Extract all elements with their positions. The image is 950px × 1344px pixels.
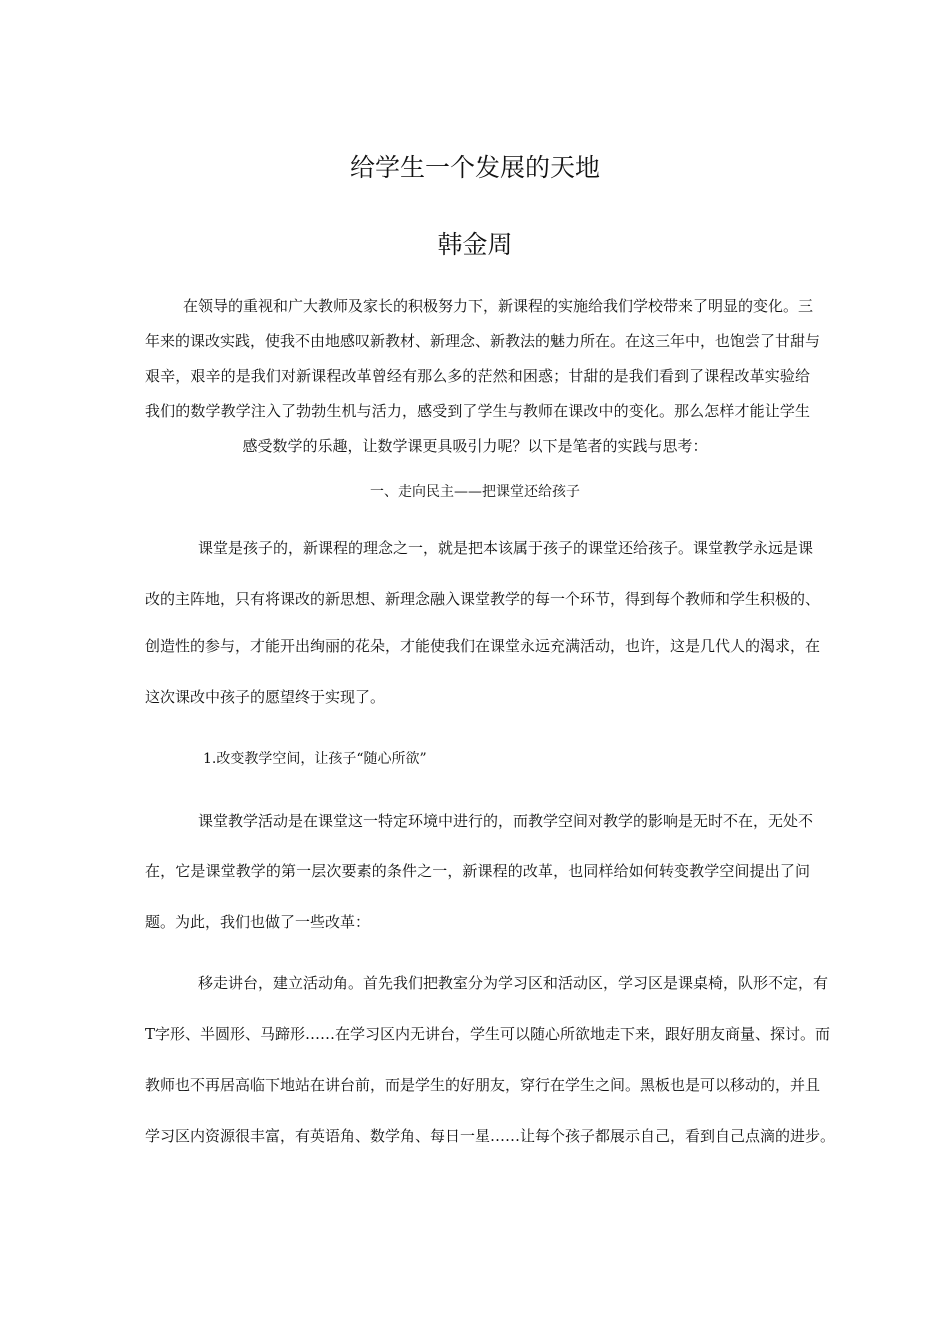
- section-heading: 一、走向民主——把课堂还给孩子: [370, 484, 580, 500]
- subsection-heading: 1.改变教学空间，让孩子“随心所欲”: [203, 751, 427, 767]
- intro-line-2: 年来的课改实践，使我不由地感叹新教材、新理念、新教法的魅力所在。在这三年中，也饱尝了甘甜与: [145, 332, 821, 350]
- intro-line-3: 艰辛，艰辛的是我们对新课程改革曾经有那么多的茫然和困惑；甘甜的是我们看到了课程改革实验给: [145, 367, 810, 385]
- subsection-line-2: 在，它是课堂教学的第一层次要素的条件之一，新课程的改革，也同样给如何转变教学空间提出了问: [145, 862, 810, 880]
- section1-line-3: 创造性的参与，才能开出绚丽的花朵，才能使我们在课堂永远充满活动，也许，这是几代人的渴求，在: [145, 637, 821, 655]
- intro-line-1: 在领导的重视和广大教师及家长的积极努力下，新课程的实施给我们学校带来了明显的变化。三: [183, 297, 814, 315]
- paragraph-line-1: 移走讲台，建立活动角。首先我们把教室分为学习区和活动区，学习区是课桌椅，队形不定，有: [198, 974, 829, 992]
- paragraph-line-2: T字形、半圆形、马蹄形……在学习区内无讲台，学生可以随心所欲地走下来，跟好朋友商量、探讨。而: [145, 1025, 831, 1043]
- document-author: 韩金周: [437, 230, 513, 259]
- paragraph-line-4: 学习区内资源很丰富，有英语角、数学角、每日一星……让每个孩子都展示自己，看到自己点滴的进步。: [145, 1127, 836, 1145]
- section1-line-1: 课堂是孩子的，新课程的理念之一，就是把本该属于孩子的课堂还给孩子。课堂教学永远是课: [198, 539, 814, 557]
- subsection-line-1: 课堂教学活动是在课堂这一特定环境中进行的，而教学空间对教学的影响是无时不在，无处不: [198, 812, 814, 830]
- intro-line-5: 感受数学的乐趣，让数学课更具吸引力呢？以下是笔者的实践与思考：: [242, 437, 708, 455]
- section1-line-4: 这次课改中孩子的愿望终于实现了。: [145, 688, 386, 706]
- paragraph-line-3: 教师也不再居高临下地站在讲台前，而是学生的好朋友，穿行在学生之间。黑板也是可以移动的，并且: [145, 1076, 821, 1094]
- subsection-line-3: 题。为此，我们也做了一些改革：: [145, 913, 371, 931]
- section1-line-2: 改的主阵地，只有将课改的新思想、新理念融入课堂教学的每一个环节，得到每个教师和学生积极的、: [145, 590, 821, 608]
- document-title: 给学生一个发展的天地: [349, 153, 600, 182]
- intro-line-4: 我们的数学教学注入了勃勃生机与活力，感受到了学生与教师在课改中的变化。那么怎样才能让学生: [145, 402, 810, 420]
